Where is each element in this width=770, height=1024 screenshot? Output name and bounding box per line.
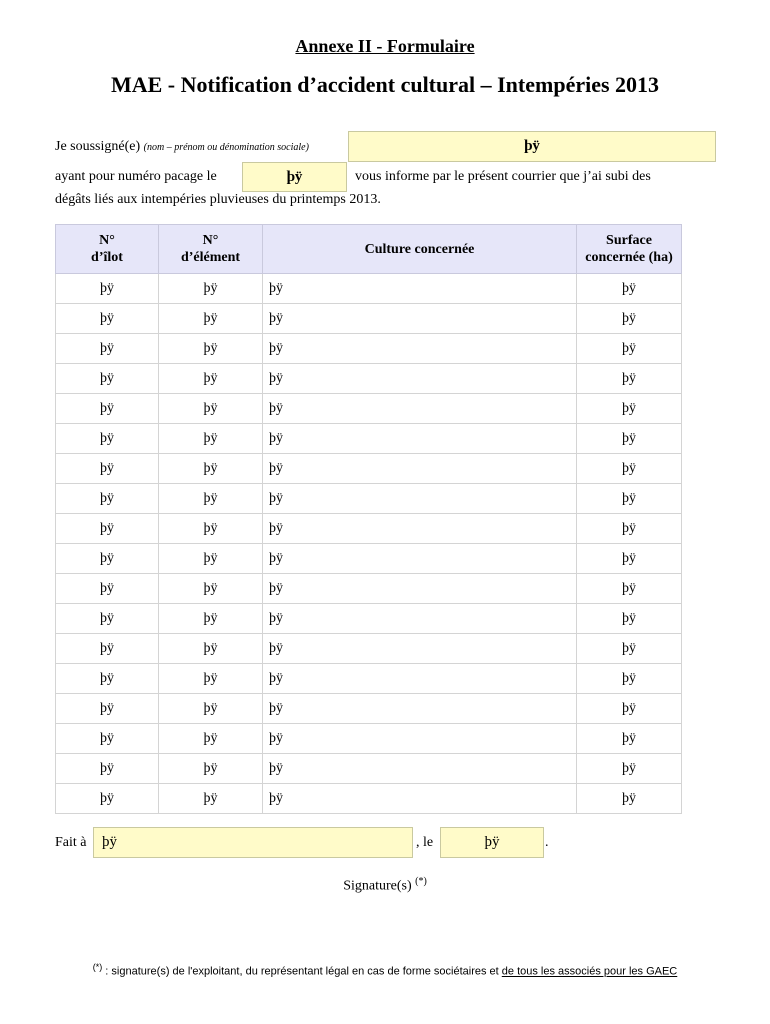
ilot-cell[interactable]: þÿ: [56, 724, 159, 754]
culture-cell[interactable]: þÿ: [263, 784, 577, 814]
ilot-cell[interactable]: þÿ: [56, 394, 159, 424]
element-cell[interactable]: þÿ: [159, 394, 263, 424]
element-cell[interactable]: þÿ: [159, 694, 263, 724]
ilot-cell[interactable]: þÿ: [56, 574, 159, 604]
header-surface-line2: concernée (ha): [585, 250, 673, 265]
date-field[interactable]: þÿ: [440, 827, 544, 858]
surface-cell[interactable]: þÿ: [577, 454, 682, 484]
table-row: [56, 424, 682, 454]
table-row: [56, 634, 682, 664]
element-cell[interactable]: þÿ: [159, 334, 263, 364]
footnote: [0, 962, 770, 978]
surface-cell[interactable]: þÿ: [577, 724, 682, 754]
ilot-cell[interactable]: þÿ: [56, 514, 159, 544]
degats-text: dégâts liés aux intempéries pluvieuses du printemps 2013.: [55, 192, 381, 207]
surface-cell[interactable]: þÿ: [577, 304, 682, 334]
ilot-cell[interactable]: þÿ: [56, 754, 159, 784]
surface-cell[interactable]: þÿ: [577, 364, 682, 394]
culture-cell[interactable]: þÿ: [263, 364, 577, 394]
header-surface-line1: Surface: [606, 233, 652, 248]
element-cell[interactable]: þÿ: [159, 274, 263, 304]
surface-cell[interactable]: þÿ: [577, 424, 682, 454]
table-row: [56, 604, 682, 634]
culture-cell[interactable]: þÿ: [263, 664, 577, 694]
footnote-gaec-text: de tous les associés pour les GAEC: [501, 965, 678, 978]
culture-cell[interactable]: þÿ: [263, 604, 577, 634]
surface-cell[interactable]: þÿ: [577, 484, 682, 514]
table-row: [56, 274, 682, 304]
culture-cell[interactable]: þÿ: [263, 424, 577, 454]
signature-mark: (*): [415, 876, 427, 887]
surface-cell[interactable]: þÿ: [577, 664, 682, 694]
ilot-cell[interactable]: þÿ: [56, 484, 159, 514]
inform-text: vous informe par le présent courrier que j’ai subi des: [355, 169, 651, 184]
culture-cell[interactable]: þÿ: [263, 634, 577, 664]
soussigne-line: [55, 139, 309, 155]
fait-label: Fait à: [55, 835, 87, 850]
ilot-cell[interactable]: þÿ: [56, 334, 159, 364]
culture-cell[interactable]: þÿ: [263, 274, 577, 304]
header-element-line1: N°: [202, 233, 219, 248]
table-row: [56, 664, 682, 694]
culture-cell[interactable]: þÿ: [263, 544, 577, 574]
table-row: [56, 484, 682, 514]
element-cell[interactable]: þÿ: [159, 574, 263, 604]
surface-cell[interactable]: þÿ: [577, 544, 682, 574]
culture-cell[interactable]: þÿ: [263, 484, 577, 514]
ilot-cell[interactable]: þÿ: [56, 304, 159, 334]
element-cell[interactable]: þÿ: [159, 604, 263, 634]
element-cell[interactable]: þÿ: [159, 724, 263, 754]
culture-cell[interactable]: þÿ: [263, 514, 577, 544]
culture-cell[interactable]: þÿ: [263, 574, 577, 604]
element-cell[interactable]: þÿ: [159, 364, 263, 394]
culture-cell[interactable]: þÿ: [263, 724, 577, 754]
header-surface: [577, 225, 682, 274]
table-row: [56, 784, 682, 814]
signature-label: [0, 876, 770, 895]
culture-cell[interactable]: þÿ: [263, 334, 577, 364]
ilot-cell[interactable]: þÿ: [56, 274, 159, 304]
culture-cell[interactable]: þÿ: [263, 754, 577, 784]
header-element: [159, 225, 263, 274]
ilot-cell[interactable]: þÿ: [56, 544, 159, 574]
table-row: [56, 454, 682, 484]
ilot-cell[interactable]: þÿ: [56, 664, 159, 694]
surface-cell[interactable]: þÿ: [577, 694, 682, 724]
element-cell[interactable]: þÿ: [159, 454, 263, 484]
table-row: [56, 334, 682, 364]
date-period: .: [545, 835, 549, 850]
culture-cell[interactable]: þÿ: [263, 694, 577, 724]
ilot-cell[interactable]: þÿ: [56, 604, 159, 634]
ilot-cell[interactable]: þÿ: [56, 784, 159, 814]
pacage-label: ayant pour numéro pacage le: [55, 169, 217, 184]
element-cell[interactable]: þÿ: [159, 664, 263, 694]
surface-cell[interactable]: þÿ: [577, 574, 682, 604]
table-row: [56, 304, 682, 334]
footnote-text: : signature(s) de l'exploitant, du représentant légal en cas de forme sociétaires et: [102, 965, 502, 978]
element-cell[interactable]: þÿ: [159, 784, 263, 814]
ilot-cell[interactable]: þÿ: [56, 634, 159, 664]
element-cell[interactable]: þÿ: [159, 304, 263, 334]
le-label: , le: [416, 835, 434, 850]
surface-cell[interactable]: þÿ: [577, 274, 682, 304]
soussigne-hint: (nom – prénom ou dénomination sociale): [143, 142, 309, 153]
ilot-cell[interactable]: þÿ: [56, 454, 159, 484]
culture-cell[interactable]: þÿ: [263, 454, 577, 484]
header-ilot-line2: d’îlot: [91, 250, 123, 265]
place-field[interactable]: þÿ: [93, 827, 413, 858]
element-cell[interactable]: þÿ: [159, 754, 263, 784]
table-row: [56, 724, 682, 754]
name-field[interactable]: þÿ: [348, 131, 716, 162]
pacage-field[interactable]: þÿ: [242, 162, 347, 192]
signature-text: Signature(s): [343, 878, 412, 894]
ilot-cell[interactable]: þÿ: [56, 364, 159, 394]
surface-cell[interactable]: þÿ: [577, 604, 682, 634]
page-title: MAE - Notification d’accident cultural – Intempéries 2013: [110, 72, 660, 97]
table-body: [56, 274, 682, 814]
surface-cell[interactable]: þÿ: [577, 634, 682, 664]
parcel-table: [55, 224, 682, 814]
soussigne-label: Je soussigné(e): [55, 139, 141, 154]
table-row: [56, 574, 682, 604]
element-cell[interactable]: þÿ: [159, 544, 263, 574]
header-element-line2: d’élément: [180, 250, 241, 265]
header-culture: Culture concernée: [263, 225, 577, 274]
footnote-mark: (*): [92, 962, 103, 972]
surface-cell[interactable]: þÿ: [577, 514, 682, 544]
header-ilot-line1: N°: [99, 233, 115, 248]
culture-cell[interactable]: þÿ: [263, 394, 577, 424]
annexe-title: Annexe II - Formulaire: [295, 36, 475, 56]
element-cell[interactable]: þÿ: [159, 484, 263, 514]
surface-cell[interactable]: þÿ: [577, 784, 682, 814]
ilot-cell[interactable]: þÿ: [56, 424, 159, 454]
surface-cell[interactable]: þÿ: [577, 334, 682, 364]
table-header-row: [56, 225, 682, 274]
table-row: [56, 514, 682, 544]
surface-cell[interactable]: þÿ: [577, 394, 682, 424]
element-cell[interactable]: þÿ: [159, 514, 263, 544]
table-row: [56, 394, 682, 424]
table-row: [56, 754, 682, 784]
culture-cell[interactable]: þÿ: [263, 304, 577, 334]
element-cell[interactable]: þÿ: [159, 634, 263, 664]
table-row: [56, 544, 682, 574]
surface-cell[interactable]: þÿ: [577, 754, 682, 784]
table-row: [56, 694, 682, 724]
element-cell[interactable]: þÿ: [159, 424, 263, 454]
table-row: [56, 364, 682, 394]
header-ilot: [56, 225, 159, 274]
ilot-cell[interactable]: þÿ: [56, 694, 159, 724]
